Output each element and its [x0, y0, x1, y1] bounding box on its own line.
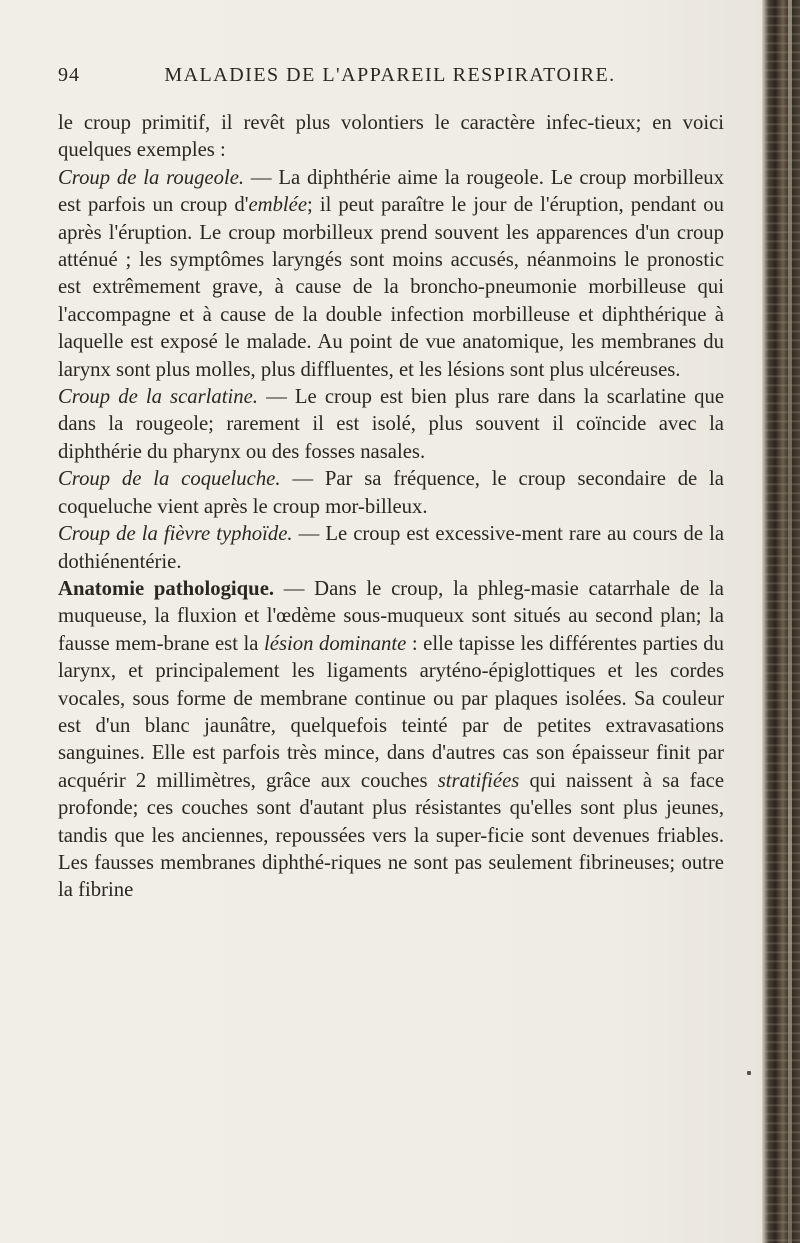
- section-heading-rougeole: Croup de la rougeole.: [58, 166, 245, 189]
- paragraph-text: — Par sa fréquence, le croup secondaire de la coqueluche vient après le croup mor-billeux.: [58, 468, 724, 518]
- paragraph-coqueluche: [58, 466, 724, 521]
- emphasis-stratifiees: stratifiées: [437, 769, 520, 792]
- paragraph-text: qui naissent à sa face profonde; ces couches sont d'autant plus résistantes qu'elles sont plus jeunes, tandis que les anciennes, repoussées vers la super-ficie sont devenues friables. Les fausses membranes diphthé-riques ne sont pas seulement fibrineuses; outre la fibrine: [58, 769, 725, 902]
- paragraph-anatomie: [58, 576, 724, 905]
- paragraph-text: : elle tapisse les différentes parties du larynx, et principalement les ligaments aryténo-épiglottiques et les cordes vocales, sous forme de membrane continue ou par plaques isolées. Sa couleur est d'un blanc jaunâtre, quelquefois teinté par de petites extravasations sanguines. Elle est parfois très mince, dans d'autres cas son épaisseur finit par acquérir 2 millimètres, grâce aux couches: [58, 632, 724, 792]
- section-heading-fievre-typhoide: Croup de la fièvre typhoïde.: [58, 523, 293, 546]
- section-heading-scarlatine: Croup de la scarlatine.: [58, 386, 258, 409]
- running-title: MALADIES DE L'APPAREIL RESPIRATOIRE.: [164, 64, 616, 86]
- paragraph-text: ; il peut paraître le jour de l'éruption, pendant ou après l'éruption. Le croup morbilleux prend souvent les apparences d'un croup atténué ; les symptômes laryngés sont moins accusés, néanmoins le pronostic est extrêmement grave, à cause de la broncho-pneumonie morbilleuse qui l'accompagne et à cause de la double infection morbilleuse et diphthérique à laquelle est exposé le malade. Au point de vue anatomique, les membranes du larynx sont plus molles, plus diffluentes, et les lésions sont plus ulcéreuses.: [58, 194, 724, 381]
- paragraph-text: — Le croup est excessive-ment rare au cours de la dothiénentérie.: [58, 523, 724, 573]
- emphasis-emblee: emblée: [248, 194, 308, 217]
- page-number: 94: [58, 64, 80, 86]
- paragraph-intro: [58, 110, 724, 165]
- paragraph-scarlatine: [58, 384, 724, 466]
- body-text: [58, 110, 724, 905]
- emphasis-lesion-dominante: lésion dominante: [264, 632, 407, 655]
- paragraph-text: — La diphthérie aime la rougeole. Le croup morbilleux est parfois un croup d': [58, 166, 724, 217]
- paragraph-text: — Le croup est bien plus rare dans la scarlatine que dans la rougeole; rarement il est isolé, plus souvent il coïncide avec la diphthérie du pharynx ou des fosses nasales.: [58, 386, 724, 463]
- page-header: [58, 64, 722, 94]
- ink-speck: [747, 1071, 751, 1075]
- book-edge-highlight: [788, 0, 792, 1243]
- paragraph-rougeole: [58, 165, 724, 384]
- section-heading-anatomie: Anatomie pathologique.: [58, 577, 275, 600]
- paragraph-text: le croup primitif, il revêt plus volontiers le caractère infec-tieux; en voici quelques exemples :: [58, 112, 724, 162]
- book-edge: [762, 0, 800, 1243]
- section-heading-coqueluche: Croup de la coqueluche.: [58, 468, 281, 491]
- paragraph-fievre-typhoide: [58, 521, 724, 576]
- paragraph-text: — Dans le croup, la phleg-masie catarrhale de la muqueuse, la fluxion et l'œdème sous-muqueux sont situés au second plan; la fausse mem-brane est la: [58, 577, 724, 655]
